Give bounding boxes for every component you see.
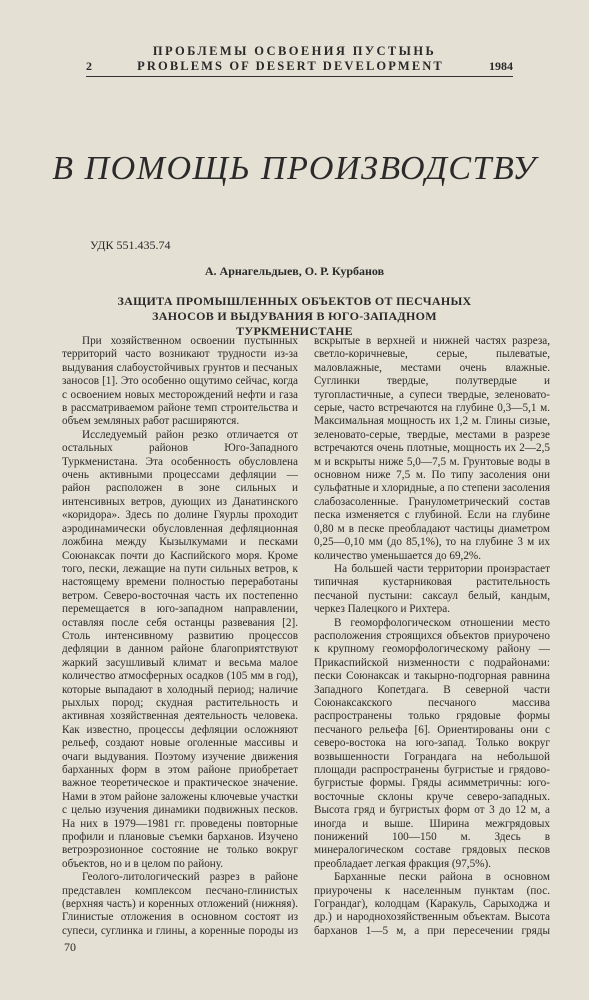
issue-number: 2 [86,59,92,73]
header-rule [86,76,513,77]
journal-header-row [86,59,513,74]
paragraph: Геолого-литологический разрез в районе представлен комплексом песчано-глинистых (верхняя часть) и коренных отложений (нижняя). Глинистые отложения в основном состоят из супеси, суглинка и глины, а коренные породы из [62,871,298,937]
left-column [62,335,298,937]
right-column [314,335,550,937]
article-authors: А. Арнагельдыев, О. Р. Курбанов [204,264,385,278]
journal-title-ru: ПРОБЛЕМЫ ОСВОЕНИЯ ПУСТЫНЬ [152,44,437,58]
paragraph: вскрытые в верхней и нижней частях разреза, светло-коричневые, серые, пылеватые, маловлажные, местами очень влажные. Суглинки твердые, полутвердые и тугопластичные, а супеси твердые, зеленовато-серые, часто встречаются на глубине 0,3—5,1 м. Максимальная мощность их 1,2 м. Глины сизые, зеленовато-серые, твердые, местами в разрезе встречаются очень плотные, мощность их 2—2,5 м и вскрыты ниже 5,0—7,5 м. Грунтовые воды в основном ниже 7,5 м. По типу засоления они сульфатные и хлоридные, а по степени засоления слабозасоленные. Гранулометрический состав песка изменяется с глубиной. Если на глубине 0,80 м в песке преобладают частицы диаметром 0,25—0,10 мм (до 85,1%), то на глубине 3 м их количество уменьшается до 69,2%. [314,335,550,562]
paragraph: На большей части территории произрастает типичная кустарниковая растительность песчаной пустыни: саксаул белый, кандым, черкез Палецкого и Рихтера. [314,562,550,616]
paragraph: Барханные пески района в основном приурочены к населенным пунктам (пос. Гограндаг), колодцам (Каракуль, Сарыходжа и др.) и народнохозяйственным объектам. Высота барханов 1—5 м, а при пересечении гряды [314,871,550,937]
section-title: В ПОМОЩЬ ПРОИЗВОДСТВУ [52,150,537,187]
article-title: ЗАЩИТА ПРОМЫШЛЕННЫХ ОБЪЕКТОВ ОТ ПЕСЧАНЫХ ЗАНОСОВ И ВЫДУВАНИЯ В ЮГО-ЗАПАДНОМ ТУРКМЕНИСТАНЕ [117,294,472,338]
journal-title-en: PROBLEMS OF DESERT DEVELOPMENT [137,59,444,73]
page-number: 70 [64,940,76,954]
paragraph: Исследуемый район резко отличается от остальных районов Юго-Западного Туркменистана. Эта особенность обусловлена очень активными процессами дефляции — район расположен в зоне сильных и интенсивных ветров, дующих из Данатинского «коридора». Здесь по долине Гяурлы проходит аэродинамически обусловленная дефляционная ложбина между Кызылкумами и песками Союнаксак почти до Каспийского моря. Кроме того, пески, лежащие на пути сильных ветров, к настоящему времени полностью переработаны ветром. Северо-восточная часть их постепенно перемещается в юго-западном направлении, оставляя после себя останцы развевания [2]. Столь интенсивному развитию процессов дефляции в данном районе благоприятствуют жаркий засушливый климат и весьма малое количество атмосферных осадков (105 мм в год), которые выпадают в холодный период; наличие рыхлых пород; скудная растительность и активная хозяйственная деятельность человека. Как известно, процессы дефляции осложняют рельеф, создают новые оголенные массивы и очаги выдувания. Поэтому изучение движения барханных форм в этом районе приобретает важное теоретическое и практическое значение. Нами в этом районе заложены ключевые участки с целью изучения динамики подвижных песков. На них в 1979—1981 гг. проведены повторные профили и плановые съемки барханов. Изучено ветроэрозионное состояние не только вокруг объектов, но и в целом по району. [62,428,298,870]
paragraph: При хозяйственном освоении пустынных территорий часто возникают трудности из-за выдувания слабоустойчивых грунтов и песчаных заносов [1]. Это особенно ощутимо сейчас, когда с освоением новых месторождений нефти и газа в рассматриваемом районе темп строительства и объем земляных работ расширяются. [62,335,298,428]
journal-year: 1984 [488,59,513,73]
paragraph: В геоморфологическом отношении место расположения строящихся объектов приурочено к крупному геоморфологическому району — Прикаспийской низменности с подрайонами: пески Союнаксак и такырно-подгорная равнина Западного Копетдага. В северной части Союнаксакского песчаного массива распространены только грядовые формы песчаного рельефа [6]. Ориентированы они с северо-востока на юго-запад. Только вокруг возвышенности Гограндага на небольшой площади распространены бугристые и грядово-бугристые формы. Гряды асимметричны: юго-восточные склоны круче северо-западных. Высота гряд и бугристых форм от 3 до 12 м, а иногда и выше. Ширина межгрядовых понижений 100—150 м. Здесь в минералогическом составе грядовых песков преобладает легкая фракция (97,5%). [314,616,550,870]
udc-code: УДК 551.435.74 [90,238,171,252]
